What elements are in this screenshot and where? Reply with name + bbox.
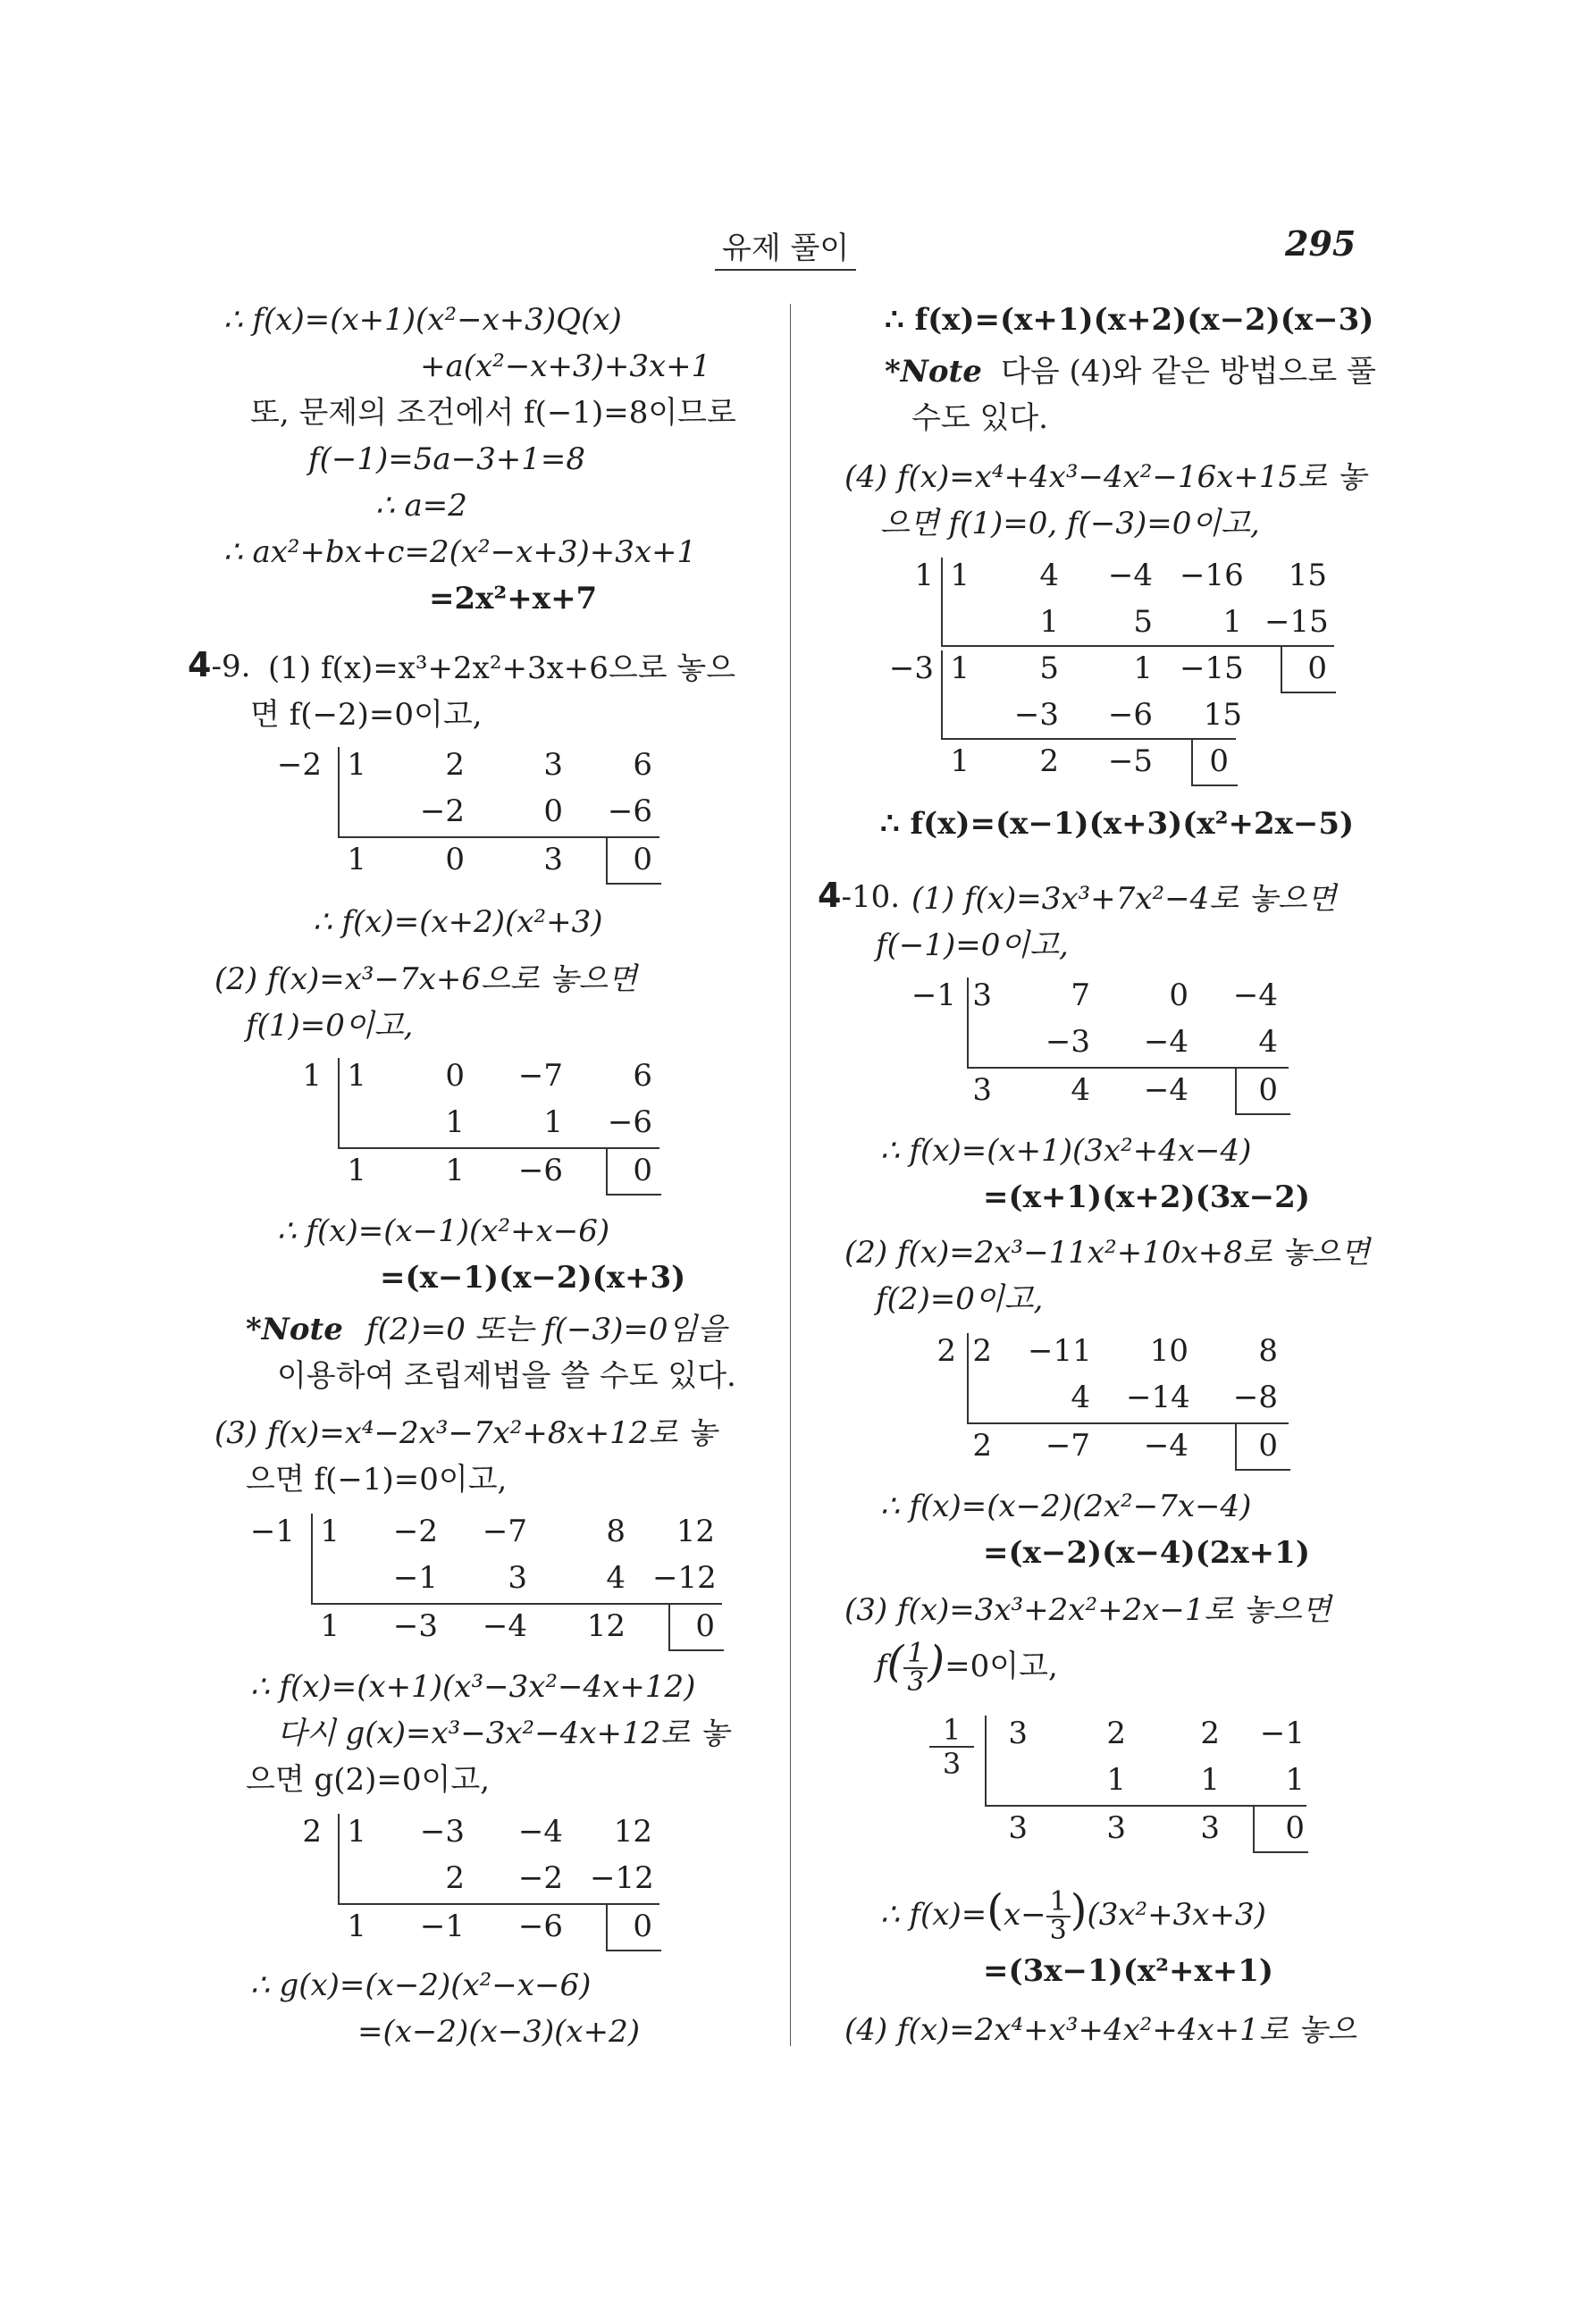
cell: 2 xyxy=(1106,1716,1126,1751)
cell: 2 xyxy=(1039,743,1059,779)
function-name: f xyxy=(876,1649,887,1684)
note-label: *Note xyxy=(246,1312,343,1347)
divisor: 2 xyxy=(302,1814,322,1850)
answer-line: =(x−1)(x−2)(x+3) xyxy=(380,1260,686,1296)
cell: 1 xyxy=(1106,1762,1126,1798)
remainder: 0 xyxy=(1307,650,1327,686)
cell: 6 xyxy=(633,747,652,783)
cell: 1 xyxy=(347,1814,366,1850)
cell: −8 xyxy=(1232,1380,1278,1415)
divisor: 2 xyxy=(936,1333,956,1369)
cell: 4 xyxy=(1039,558,1059,593)
cell: −12 xyxy=(652,1560,717,1596)
cell: 1 xyxy=(347,1058,366,1094)
cell: 3 xyxy=(1200,1810,1220,1846)
cell: 0 xyxy=(445,842,465,877)
cell: −4 xyxy=(1107,558,1153,593)
cell: −3 xyxy=(1013,697,1059,733)
remainder: 0 xyxy=(1209,743,1229,779)
text-fragment: (3x²+3x+3) xyxy=(1087,1897,1266,1933)
cell: 1 xyxy=(543,1104,563,1140)
cell: 1 xyxy=(1222,604,1242,640)
cell: −6 xyxy=(607,793,652,829)
cell: 15 xyxy=(1203,697,1242,733)
text-line: 면 f(−2)=0이고, xyxy=(250,697,483,733)
result-line: =(x−2)(x−3)(x+2) xyxy=(357,2014,640,2050)
answer-line: =(x−2)(x−4)(2x+1) xyxy=(983,1535,1310,1571)
cell: −14 xyxy=(1126,1380,1190,1415)
result-line: ∴ g(x)=(x−2)(x²−x−6) xyxy=(250,1967,592,2003)
note-label: *Note xyxy=(885,354,982,390)
divisor: 1 xyxy=(302,1058,322,1094)
problem-number: -10. xyxy=(841,879,901,915)
cell: 1 xyxy=(1133,650,1153,686)
cell: −12 xyxy=(590,1860,654,1896)
cell: 1 xyxy=(347,747,366,783)
synthetic-division-table xyxy=(894,977,1305,1120)
cell: 15 xyxy=(1288,558,1327,593)
synthetic-division-table xyxy=(268,1814,670,1957)
text-line: f(2)=0이고, xyxy=(876,1281,1044,1317)
text-line: ∴ a=2 xyxy=(375,488,467,524)
note-text: 수도 있다. xyxy=(911,400,1048,436)
cell: 5 xyxy=(1133,604,1153,640)
table-hline xyxy=(311,1603,722,1605)
cell: 1 xyxy=(445,1104,465,1140)
cell: 4 xyxy=(1258,1024,1278,1060)
cell: 0 xyxy=(1169,977,1188,1013)
divisor: −3 xyxy=(888,650,934,686)
text-line: 으면 f(1)=0, f(−3)=0이고, xyxy=(880,506,1260,541)
text-line: 또, 문제의 조건에서 f(−1)=8이므로 xyxy=(250,395,736,431)
text-line: f(−1)=5a−3+1=8 xyxy=(308,441,585,477)
text-line: 으면 f(−1)=0이고, xyxy=(246,1462,508,1498)
cell: −1 xyxy=(1259,1716,1305,1751)
paren: ( xyxy=(987,1885,1004,1935)
cell: 1 xyxy=(320,1514,340,1549)
text-line: (3) f(x)=x⁴−2x³−7x²+8x+12로 놓 xyxy=(214,1415,717,1451)
answer-line: =2x²+x+7 xyxy=(429,581,598,617)
cell: −6 xyxy=(607,1104,652,1140)
fraction xyxy=(1046,1886,1071,1946)
text-fragment: =0이고, xyxy=(945,1649,1058,1684)
cell: 1 xyxy=(950,650,970,686)
cell: −3 xyxy=(419,1814,465,1850)
answer-line: =(x+1)(x+2)(3x−2) xyxy=(983,1179,1310,1215)
text-line: f(−1)=0이고, xyxy=(876,927,1069,963)
cell: −15 xyxy=(1180,650,1244,686)
result-line xyxy=(880,1885,1266,1946)
synthetic-division-table xyxy=(894,1333,1305,1476)
text-line: (2) f(x)=x³−7x+6으로 놓으면 xyxy=(214,961,637,997)
cell: 1 xyxy=(445,1153,465,1188)
fraction-denominator: 3 xyxy=(1049,1915,1067,1946)
cell: −2 xyxy=(392,1514,438,1549)
result-line: ∴ f(x)=(x+2)(x²+3) xyxy=(313,904,603,940)
cell: 6 xyxy=(633,1058,652,1094)
cell: 3 xyxy=(972,977,992,1013)
cell: 4 xyxy=(606,1560,626,1596)
note-text: 이용하여 조립제법을 쓸 수도 있다. xyxy=(277,1358,736,1394)
cell: 4 xyxy=(1071,1072,1090,1108)
result-line: ∴ f(x)=(x−2)(2x²−7x−4) xyxy=(880,1489,1252,1524)
answer-line: =(3x−1)(x²+x+1) xyxy=(983,1953,1273,1989)
cell: −1 xyxy=(419,1909,465,1944)
cell: −7 xyxy=(517,1058,563,1094)
divisor: −2 xyxy=(276,747,322,783)
cell: −4 xyxy=(1143,1072,1188,1108)
text-line: (1) f(x)=x³+2x²+3x+6으로 놓으 xyxy=(268,650,736,686)
synthetic-division-table xyxy=(929,1713,1323,1858)
text-line: (4) f(x)=x⁴+4x³−4x²−16x+15로 놓 xyxy=(844,459,1366,495)
synthetic-division-table xyxy=(268,1058,670,1201)
cell: −6 xyxy=(517,1153,563,1188)
cell: 3 xyxy=(543,842,563,877)
result-line: ∴ f(x)=(x+1)(3x²+4x−4) xyxy=(880,1133,1252,1169)
cell: 0 xyxy=(543,793,563,829)
cell: 1 xyxy=(347,1909,366,1944)
cell: −2 xyxy=(517,1860,563,1896)
cell: −4 xyxy=(517,1814,563,1850)
remainder: 0 xyxy=(1258,1428,1278,1464)
problem-chapter: 4 xyxy=(188,645,212,684)
cell: 2 xyxy=(445,1860,465,1896)
note-text: 다음 (4)와 같은 방법으로 풀 xyxy=(1001,354,1376,390)
cell: 12 xyxy=(613,1814,652,1850)
problem-chapter: 4 xyxy=(818,876,842,915)
cell: −15 xyxy=(1264,604,1329,640)
cell: −11 xyxy=(1028,1333,1092,1369)
cell: 1 xyxy=(1285,1762,1305,1798)
cell: 1 xyxy=(1039,604,1059,640)
fraction-numerator: 1 xyxy=(929,1714,974,1748)
remainder: 0 xyxy=(633,1909,652,1944)
fraction-denominator: 3 xyxy=(942,1747,962,1781)
divisor: 1 xyxy=(914,558,934,593)
cell: 8 xyxy=(1258,1333,1278,1369)
text-line xyxy=(876,1637,1058,1698)
cell: 12 xyxy=(586,1608,626,1644)
cell: 12 xyxy=(676,1514,715,1549)
cell: 5 xyxy=(1039,650,1059,686)
cell: 7 xyxy=(1071,977,1090,1013)
text-line: 다시 g(x)=x³−3x²−4x+12로 놓 xyxy=(277,1716,729,1751)
divisor: −1 xyxy=(249,1514,295,1549)
cell: −6 xyxy=(517,1909,563,1944)
cell: 3 xyxy=(508,1560,527,1596)
paren: ) xyxy=(928,1637,945,1687)
text-line: f(1)=0이고, xyxy=(246,1008,414,1044)
paren: ) xyxy=(1070,1885,1088,1935)
table-hline xyxy=(941,645,1334,647)
fraction-numerator: 1 xyxy=(903,1640,928,1669)
problem-number: -9. xyxy=(211,649,251,684)
cell: 1 xyxy=(347,842,366,877)
text-line: (2) f(x)=2x³−11x²+10x+8로 놓으면 xyxy=(844,1235,1370,1271)
cell: −4 xyxy=(1232,977,1278,1013)
text-line: (3) f(x)=3x³+2x²+2x−1로 놓으면 xyxy=(844,1592,1331,1628)
cell: 2 xyxy=(1200,1716,1220,1751)
remainder: 0 xyxy=(695,1608,715,1644)
cell: −7 xyxy=(482,1514,527,1549)
text-line: (1) f(x)=3x³+7x²−4로 놓으면 xyxy=(911,881,1337,917)
cell: 3 xyxy=(972,1072,992,1108)
answer-line: ∴ f(x)=(x+1)(x+2)(x−2)(x−3) xyxy=(885,302,1374,338)
column-divider xyxy=(790,304,791,2046)
fraction-denominator: 3 xyxy=(907,1666,925,1698)
result-line: ∴ f(x)=(x−1)(x²+x−6) xyxy=(277,1213,610,1249)
cell: 8 xyxy=(606,1514,626,1549)
synthetic-division-table-double xyxy=(871,558,1372,799)
cell: 3 xyxy=(1008,1716,1028,1751)
cell: 2 xyxy=(445,747,465,783)
result-line: ∴ f(x)=(x+1)(x³−3x²−4x+12) xyxy=(250,1669,696,1705)
remainder: 0 xyxy=(633,1153,652,1188)
cell: −6 xyxy=(1107,697,1153,733)
answer-line: ∴ f(x)=(x−1)(x+3)(x²+2x−5) xyxy=(880,806,1355,842)
cell: 1 xyxy=(950,743,970,779)
synthetic-division-table xyxy=(241,1514,742,1657)
remainder: 0 xyxy=(633,842,652,877)
paren: ( xyxy=(886,1637,904,1687)
cell: −4 xyxy=(482,1608,527,1644)
fraction xyxy=(903,1640,928,1696)
cell: 2 xyxy=(972,1428,992,1464)
page-number: 295 xyxy=(1285,223,1356,264)
text-line: 으면 g(2)=0이고, xyxy=(246,1762,491,1798)
section-title: 유제 풀이 xyxy=(715,223,856,271)
cell: 1 xyxy=(1200,1762,1220,1798)
cell: −7 xyxy=(1045,1428,1090,1464)
note-text: f(2)=0 또는 f(−3)=0임을 xyxy=(366,1312,727,1347)
cell: 3 xyxy=(1106,1810,1126,1846)
cell: 1 xyxy=(347,1153,366,1188)
cell: 0 xyxy=(445,1058,465,1094)
cell: −4 xyxy=(1143,1428,1188,1464)
fraction-numerator: 1 xyxy=(1046,1889,1071,1917)
text-fragment: x− xyxy=(1003,1897,1046,1933)
cell: −16 xyxy=(1180,558,1244,593)
cell: −5 xyxy=(1107,743,1153,779)
cell: −1 xyxy=(392,1560,438,1596)
problem-label-4-10 xyxy=(818,876,900,917)
text-line: (4) f(x)=2x⁴+x³+4x²+4x+1로 놓으 xyxy=(844,2012,1357,2048)
text-line: ∴ ax²+bx+c=2(x²−x+3)+3x+1 xyxy=(223,534,697,570)
cell: 10 xyxy=(1149,1333,1188,1369)
cell: 3 xyxy=(543,747,563,783)
remainder: 0 xyxy=(1285,1810,1305,1846)
cell: −2 xyxy=(419,793,465,829)
text-line: +a(x²−x+3)+3x+1 xyxy=(420,348,711,384)
cell: 3 xyxy=(1008,1810,1028,1846)
cell: 1 xyxy=(320,1608,340,1644)
cell: 4 xyxy=(1071,1380,1090,1415)
text-fragment: ∴ f(x)= xyxy=(880,1897,987,1933)
text-line: ∴ f(x)=(x+1)(x²−x+3)Q(x) xyxy=(223,302,622,338)
synthetic-division-table xyxy=(268,747,670,890)
problem-label-4-9 xyxy=(188,645,250,686)
remainder: 0 xyxy=(1258,1072,1278,1108)
divisor: −1 xyxy=(911,977,956,1013)
cell: −3 xyxy=(1045,1024,1090,1060)
cell: −4 xyxy=(1143,1024,1188,1060)
cell: 1 xyxy=(950,558,970,593)
cell: −3 xyxy=(392,1608,438,1644)
cell: 2 xyxy=(972,1333,992,1369)
